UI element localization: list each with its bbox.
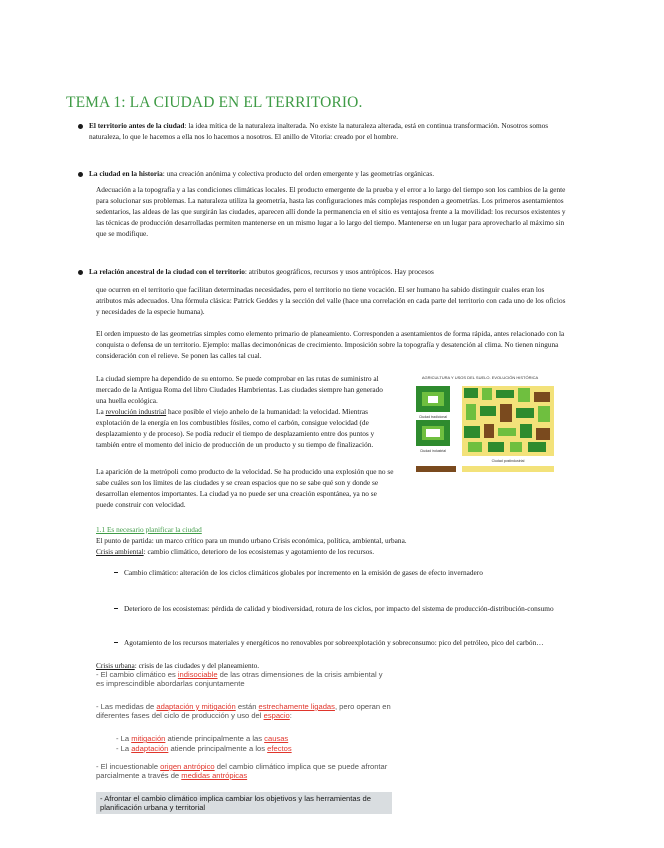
- bullet-lead: La ciudad en la historia: [89, 169, 163, 178]
- highlight: espacio: [263, 711, 290, 720]
- mosaic-cell: [516, 408, 534, 418]
- relacion-paragraph-3: La ciudad siempre ha dependido de su entorno. Se puede comprobar en las rutas de suministro al mercado de la Antigua Roma del libro Ciudades Hambrientas. Las ciudades siempre han generado una huella ecológica.: [96, 374, 383, 405]
- legend-strip: [462, 466, 554, 472]
- mosaic-cell: [484, 424, 494, 438]
- bullet-text: : la idea mítica de la naturaleza inalterada. No existe la naturaleza alterada, está en continua transformación. Nosotros somos naturaleza, lo que le hacemos a ella nos lo hacemos a nosotros. El anillo de Vitoria: creado por el hombre.: [89, 121, 549, 141]
- crisis-urbana-text: : crisis de las ciudades y del planeamiento.: [134, 661, 260, 670]
- text-span: de las otras dimensiones de la crisis ambiental y es imprescindible abordarlas conjuntamente: [96, 670, 383, 688]
- slide-item: - El cambio climático es indisociable de las otras dimensiones de la crisis ambiental y es imprescindible abordarlas conjuntamente: [96, 670, 383, 688]
- crisis-ambiental-label: Crisis ambiental: [96, 547, 144, 556]
- mosaic-cell: [480, 406, 496, 416]
- dash-marker: [114, 608, 118, 609]
- bullet-lead: La relación ancestral de la ciudad con el territorio: [89, 267, 245, 276]
- highlight: adaptación y mitigación: [156, 702, 236, 711]
- mosaic-cell: [520, 424, 532, 438]
- text-span: El cambio climático es: [100, 670, 178, 679]
- figure-title: AGRICULTURA Y USOS DEL SUELO. EVOLUCIÓN HISTÓRICA: [421, 375, 539, 380]
- text-span: atiende principalmente a las: [165, 734, 265, 743]
- mosaic-cell: [536, 428, 550, 440]
- bullet-text: : una creación anónima y colectiva producto del orden emergente y las geometrías orgánicas.: [162, 169, 435, 178]
- mosaic-cell: [466, 404, 476, 420]
- mosaic-cell: [464, 426, 480, 438]
- highlight: mitigación: [131, 734, 166, 743]
- mosaic-cell: [498, 428, 516, 436]
- text-span: El incuestionable: [100, 762, 161, 771]
- panel-core: [428, 396, 438, 403]
- slide-subitem: - La mitigación atiende principalmente a las causas: [116, 734, 289, 743]
- relacion-paragraph-4: [96, 406, 394, 450]
- slide-subitem: - La adaptación atiende principalmente a los efectos: [116, 744, 292, 753]
- bullet-marker: [78, 124, 83, 129]
- revolucion-industrial-link: revolución industrial: [105, 407, 167, 416]
- historia-paragraph: Adecuación a la topografía y a las condiciones climáticas locales. El producto emergente de la prueba y el error a lo largo del tiempo son los cambios de la gente para solucionar sus problemas. La naturaleza utiliza la geometría, hasta las configuraciones más complejas responden a geometrías. Los primeros asentamientos sedentarios, las aldeas de las que surgirán las ciudades, aparecen allí donde la permanencia en el sitio es ventajosa frente a la movilidad: los recursos existentes y las técnicas de producción desarrolladas permiten mantenerse en un mismo lugar a lo largo del tiempo. Mantenerse en un lugar para aprovecharlo al máximo sin que se modifique.: [96, 185, 566, 238]
- highlight: efectos: [267, 744, 292, 753]
- dash-marker: [114, 572, 118, 573]
- panel-core: [426, 429, 440, 437]
- bullet-marker: [78, 172, 83, 177]
- mosaic-cell: [510, 442, 522, 452]
- text-span: hace posible el viejo anhelo de la humanidad: la velocidad. Mientras explotación de la energía en los combustibles fósiles, como el carbón, consigue velocidad (de desplazamiento y de proceso). Se podía reducir el tiempo de desplazamiento entre dos puntos y también entre el momento del inicio de producción de un producto y su tiempo de finalización.: [96, 407, 375, 449]
- section-heading: 1.1 Es necesario planificar la ciudad: [96, 525, 202, 534]
- section-intro: El punto de partida: un marco crítico para un mundo urbano Crisis económica, política, ambiental, urbana.: [96, 536, 407, 545]
- slide-conclusion-text: - Afrontar el cambio climático implica cambiar los objetivos y las herramientas de planificación urbana y territorial: [100, 794, 371, 812]
- dash-item-text: Deterioro de los ecosistemas: pérdida de calidad y biodiversidad, rotura de los ciclos, por impacto del sistema de producción-distribución-consumo: [124, 604, 554, 613]
- highlight: adaptación: [131, 744, 169, 753]
- mosaic-cell: [496, 390, 514, 398]
- bullet-lead: El territorio antes de la ciudad: [89, 121, 185, 130]
- highlight: causas: [264, 734, 289, 743]
- crisis-urbana-label: Crisis urbana: [96, 661, 135, 670]
- text-span: están: [235, 702, 259, 711]
- label-postindustrial: Ciudad postindustrial: [491, 459, 525, 463]
- highlight: estrechamente ligadas: [258, 702, 335, 711]
- bullet-marker: [78, 270, 83, 275]
- text-span: Las medidas de: [100, 702, 157, 711]
- relacion-paragraph-1: que ocurren en el territorio que facilitan determinadas necesidades, pero el territorio no tiene vocación. El ser humano ha sabido distinguir cuales eran los atributos más adecuados. Una fórmula clásica: Patrick Geddes y la sección del valle (hace una correlación en cada parte del territorio con cada uno de los oficios y necesidades de la especie humana).: [96, 285, 566, 316]
- relacion-paragraph-2: El orden impuesto de las geometrías simples como elemento primario de planeamiento. Corresponden a asentamientos de forma rápida, antes relacionado con la conquista o defensa de un territorio. Ejemplo: mallas decimonónicas de crecimiento. Imposición sobre la topografía y desatención al clima. No tienen ninguna consideración con el relieve. Se ponen las calles tal cual.: [96, 329, 565, 360]
- label-industrial: Ciudad industrial: [419, 449, 447, 453]
- relacion-paragraph-5: La aparición de la metrópoli como producto de la velocidad. Se ha producido una explosión que no se sabe cuáles son los límites de las ciudades y se crean espacios que no se sabe qué son y donde se desarrollan elementos importantes. La ciudad ya no puede ser una creación espontánea, ya no se puede construir con velocidad.: [96, 467, 394, 509]
- dash-marker: [114, 642, 118, 643]
- highlight: medidas antrópicas: [181, 771, 248, 780]
- text-span: , pero operan en diferentes fases del ciclo de producción y uso del: [96, 702, 391, 720]
- page-title: [66, 94, 362, 112]
- text-span: La: [120, 744, 132, 753]
- text-span: Afrontar el cambio climático implica cambiar los objetivos y las herramientas de planificación urbana y territorial: [100, 794, 371, 812]
- land-use-map: [398, 374, 562, 486]
- mosaic-cell: [538, 406, 550, 422]
- mosaic-cell: [500, 404, 512, 422]
- text-span: del cambio climático implica que se puede afrontar parcialmente a través de: [96, 762, 388, 780]
- bullet-historia: [89, 168, 571, 179]
- text-span: La: [96, 407, 106, 416]
- crisis-ambiental: [96, 546, 570, 557]
- dash-item-text: Agotamiento de los recursos materiales y energéticos no renovables por sobreexplotación y sobreconsumo: pico del petróleo, pico del carbón…: [124, 638, 544, 647]
- legend-strip: [416, 466, 456, 472]
- dash-item-text: Cambio climático: alteración de los ciclos climáticos globales por incremento en la emisión de gases de efecto invernadero: [124, 568, 483, 577]
- bullet-territorio: [89, 120, 571, 142]
- mosaic-cell: [468, 442, 482, 452]
- highlight: indisociable: [177, 670, 218, 679]
- bullet-relacion: [89, 266, 571, 277]
- mosaic-cell: [528, 442, 546, 452]
- mosaic-cell: [464, 388, 478, 398]
- highlight: origen antrópico: [160, 762, 215, 771]
- crisis-ambiental-text: : cambio climático, deterioro de los ecosistemas y agotamiento de los recursos.: [143, 547, 375, 556]
- mosaic-cell: [534, 392, 550, 402]
- text-span: atiende principalmente a los: [168, 744, 268, 753]
- bullet-text: : atributos geográficos, recursos y usos antrópicos. Hay procesos: [244, 267, 434, 276]
- text-span: :: [289, 711, 292, 720]
- mosaic-cell: [518, 388, 530, 402]
- mosaic-cell: [488, 442, 504, 452]
- land-use-figure: [398, 374, 562, 486]
- mosaic-cell: [482, 388, 492, 400]
- text-span: La: [120, 734, 132, 743]
- title-text: TEMA 1: LA CIUDAD EN EL TERRITORIO: [66, 94, 359, 111]
- slide-item: - Las medidas de adaptación y mitigación están estrechamente ligadas, pero operan en diferentes fases del ciclo de producción y uso del espacio:: [96, 702, 391, 720]
- label-traditional: Ciudad tradicional: [418, 415, 448, 419]
- title-dot: .: [358, 94, 363, 111]
- slide-item: - El incuestionable origen antrópico del cambio climático implica que se puede afrontar parcialmente a través de medidas antrópicas: [96, 762, 388, 780]
